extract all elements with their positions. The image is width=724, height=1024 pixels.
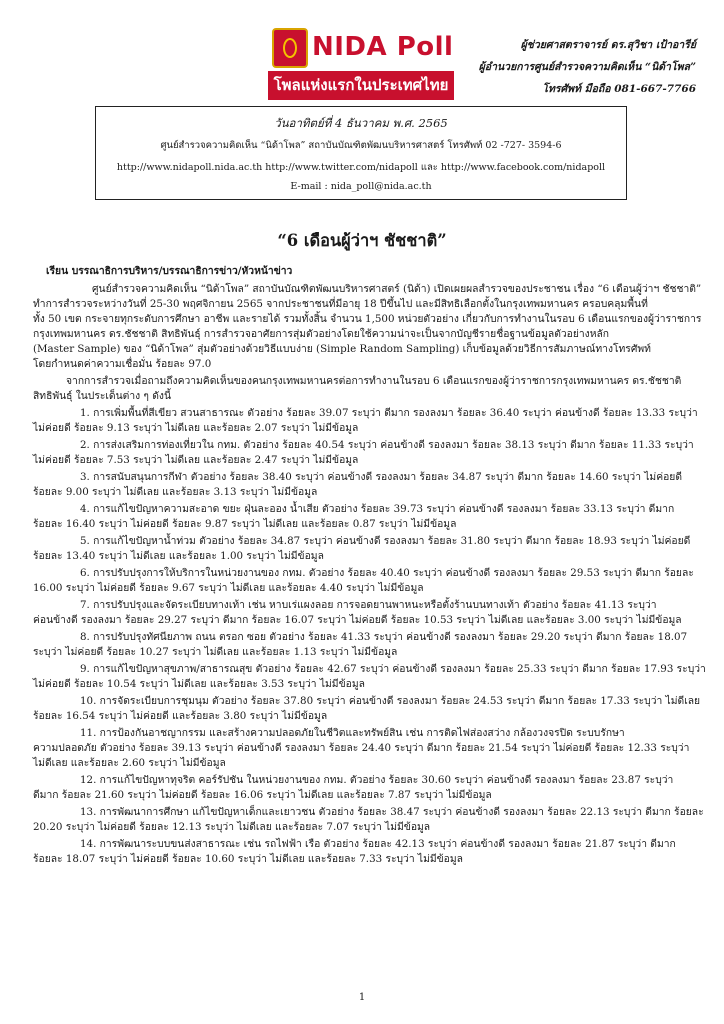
list-item: ไม่ดีเลย และร้อยละ 2.60 ระบุว่า ไม่มีข้อมูล	[33, 757, 226, 769]
list-item: 12. การแก้ไขปัญหาทุจริต คอร์รัปชัน ในหน่วยงานของ กทม. ตัวอย่าง ร้อยละ 30.60 ระบุว่า ค่อนข้างดี รองลงมา ร้อยละ 23.87 ระบุว่า	[80, 774, 674, 786]
list-item: 13. การพัฒนาการศึกษา แก้ไขปัญหาเด็กและเยาวชน ตัวอย่าง ร้อยละ 38.47 ระบุว่า ค่อนข้างดี รองลงมา ร้อยละ 22.13 ระบุว่า ดีมาก ร้อยละ	[80, 806, 704, 818]
list-item: ค่อนข้างดี รองลงมา ร้อยละ 29.27 ระบุว่า ดีมาก ร้อยละ 16.07 ระบุว่า ไม่ค่อยดี ร้อยละ 10.53 ระบุว่า ไม่ดีเลย และร้อยละ 3.00 ระบุว่า ไม่มีข้อมูล	[33, 614, 682, 626]
info-box	[95, 106, 627, 200]
list-item: ร้อยละ 18.07 ระบุว่า ไม่ค่อยดี ร้อยละ 10.60 ระบุว่า ไม่ดีเลย และร้อยละ 7.33 ระบุว่า ไม่มีข้อมูล	[33, 853, 463, 865]
list-item: ระบุว่า ไม่ค่อยดี ร้อยละ 10.27 ระบุว่า ไม่ดีเลย และร้อยละ 1.13 ระบุว่า ไม่มีข้อมูล	[33, 646, 398, 658]
list-item: ร้อยละ 13.40 ระบุว่า ไม่ดีเลย และร้อยละ 1.00 ระบุว่า ไม่มีข้อมูล	[33, 550, 324, 562]
salutation: เรียน บรรณาธิการบริหาร/บรรณาธิการข่าว/หัวหน้าข่าว	[46, 265, 293, 277]
lead-line: สิทธิพันธุ์ ในประเด็นต่าง ๆ ดังนี้	[33, 390, 171, 402]
list-item: 7. การปรับปรุงและจัดระเบียบทางเท้า เช่น หาบเร่แผงลอย การจอดยานพาหนะหรือตั้งร้านบนทางเท้า ตัวอย่าง ร้อยละ 41.13 ระบุว่า	[80, 599, 657, 611]
intro-line: กรุงเทพมหานคร ดร.ชัชชาติ สิทธิพันธุ์ การสำรวจอาศัยการสุ่มตัวอย่างโดยใช้ความน่าจะเป็นจากบัญชีรายชื่อฐานข้อมูลตัวอย่างหลัก	[33, 328, 610, 340]
list-item: ไม่ค่อยดี ร้อยละ 7.53 ระบุว่า ไม่ดีเลย และร้อยละ 2.47 ระบุว่า ไม่มีข้อมูล	[33, 454, 359, 466]
release-date: วันอาทิตย์ที่ 4 ธันวาคม พ.ศ. 2565	[274, 116, 448, 130]
intro-line: โดยกำหนดค่าความเชื่อมั่น ร้อยละ 97.0	[33, 358, 212, 370]
lead-line: จากการสำรวจเมื่อถามถึงความคิดเห็นของคนกรุงเทพมหานครต่อการทำงานในรอบ 6 เดือนแรกของผู้ว่าราชการกรุงเทพมหานคร ดร.ชัชชาติ	[66, 375, 682, 387]
director-phone: โทรศัพท์ มือถือ 081-667-7766	[542, 83, 696, 95]
list-item: ความปลอดภัย ตัวอย่าง ร้อยละ 39.13 ระบุว่า ค่อนข้างดี รองลงมา ร้อยละ 24.40 ระบุว่า ดีมาก ร้อยละ 21.54 ระบุว่า ไม่ค่อยดี ร้อยละ 12.33 ระบุว่า	[33, 742, 690, 754]
logo-wordmark: NIDA Poll	[312, 32, 454, 62]
list-item: 3. การสนับสนุนการกีฬา ตัวอย่าง ร้อยละ 38.40 ระบุว่า ค่อนข้างดี รองลงมา ร้อยละ 34.87 ระบุว่า ดีมาก ร้อยละ 14.60 ระบุว่า ไม่ค่อยดี	[80, 471, 683, 483]
logo-top-band	[268, 26, 454, 71]
intro-line: ศูนย์สำรวจความคิดเห็น “นิด้าโพล” สถาบันบัณฑิตพัฒนบริหารศาสตร์ (นิด้า) เปิดเผยผลสำรวจของประชาชน เรื่อง “6 เดือนผู้ว่าฯ ชัชชาติ”	[92, 283, 702, 295]
list-item: ไม่ค่อยดี ร้อยละ 10.54 ระบุว่า ไม่ดีเลย และร้อยละ 3.53 ระบุว่า ไม่มีข้อมูล	[33, 678, 365, 690]
website-links[interactable]: http://www.nidapoll.nida.ac.th http://www.twitter.com/nidapoll และ http://www.facebook.com/nidapoll	[116, 162, 606, 173]
list-item: 5. การแก้ไขปัญหาน้ำท่วม ตัวอย่าง ร้อยละ 34.87 ระบุว่า ค่อนข้างดี รองลงมา ร้อยละ 31.80 ระบุว่า ดีมาก ร้อยละ 18.93 ระบุว่า ไม่ค่อยดี	[80, 535, 691, 547]
email-address[interactable]: E-mail : nida_poll@nida.ac.th	[290, 181, 432, 192]
list-item: 4. การแก้ไขปัญหาความสะอาด ขยะ ฝุ่นละออง น้ำเสีย ตัวอย่าง ร้อยละ 39.73 ระบุว่า ค่อนข้างดี รองลงมา ร้อยละ 33.13 ระบุว่า ดีมาก	[80, 503, 675, 515]
list-item: 14. การพัฒนาระบบขนส่งสาธารณะ เช่น รถไฟฟ้า เรือ ตัวอย่าง ร้อยละ 42.13 ระบุว่า ค่อนข้างดี รองลงมา ร้อยละ 21.87 ระบุว่า ดีมาก	[80, 838, 676, 850]
document-title: “6 เดือนผู้ว่าฯ ชัชชาติ”	[277, 231, 447, 250]
nida-poll-logo	[268, 26, 454, 100]
intro-line: ทั้ง 50 เขต กระจายทุกระดับการศึกษา อาชีพ และรายได้ รวมทั้งสิ้น จำนวน 1,500 หน่วยตัวอย่าง เกี่ยวกับการทำงานในรอบ 6 เดือนแรกของผู้ว่าราชการ	[33, 313, 702, 325]
list-item: ดีมาก ร้อยละ 21.60 ระบุว่า ไม่ค่อยดี ร้อยละ 16.06 ระบุว่า ไม่ดีเลย และร้อยละ 7.87 ระบุว่า ไม่มีข้อมูล	[33, 789, 492, 801]
list-item: 1. การเพิ่มพื้นที่สีเขียว สวนสาธารณะ ตัวอย่าง ร้อยละ 39.07 ระบุว่า ดีมาก รองลงมา ร้อยละ 36.40 ระบุว่า ค่อนข้างดี ร้อยละ 13.33 ระบุว่า	[80, 407, 698, 419]
list-item: 9. การแก้ไขปัญหาสุขภาพ/สาธารณสุข ตัวอย่าง ร้อยละ 42.67 ระบุว่า ค่อนข้างดี รองลงมา ร้อยละ 25.33 ระบุว่า ดีมาก ร้อยละ 17.93 ระบุว่า	[80, 663, 706, 675]
list-item: 10. การจัดระเบียบการชุมนุม ตัวอย่าง ร้อยละ 37.80 ระบุว่า ค่อนข้างดี รองลงมา ร้อยละ 24.53 ระบุว่า ดีมาก ร้อยละ 17.33 ระบุว่า ไม่ดีเลย	[80, 695, 701, 707]
list-item: 8. การปรับปรุงทัศนียภาพ ถนน ตรอก ซอย ตัวอย่าง ร้อยละ 41.33 ระบุว่า ค่อนข้างดี รองลงมา ร้อยละ 29.20 ระบุว่า ดีมาก ร้อยละ 18.07	[80, 631, 688, 643]
intro-line: (Master Sample) ของ “นิด้าโพล” สุ่มตัวอย่างด้วยวิธีแบบง่าย (Simple Random Sampling) เก็บข้อมูลด้วยวิธีการสัมภาษณ์ทางโทรศัพท์	[33, 343, 651, 355]
center-contact: ศูนย์สำรวจความคิดเห็น “นิด้าโพล” สถาบันบัณฑิตพัฒนบริหารศาสตร์ โทรศัพท์ 02 -727- 3594-6	[160, 140, 562, 151]
director-title: ผู้อำนวยการศูนย์สำรวจความคิดเห็น “นิด้าโพล”	[478, 61, 696, 73]
nida-emblem-icon	[272, 28, 308, 68]
logo-slogan: โพลแห่งแรกในประเทศไทย	[268, 71, 454, 100]
list-item: 6. การปรับปรุงการให้บริการในหน่วยงานของ กทม. ตัวอย่าง ร้อยละ 40.40 ระบุว่า ค่อนข้างดี รองลงมา ร้อยละ 29.53 ระบุว่า ดีมาก ร้อยละ	[80, 567, 694, 579]
director-name: ผู้ช่วยศาสตราจารย์ ดร.สุวิชา เป้าอารีย์	[520, 39, 696, 51]
list-item: ร้อยละ 16.54 ระบุว่า ไม่ค่อยดี และร้อยละ 3.80 ระบุว่า ไม่มีข้อมูล	[33, 710, 328, 722]
list-item: 16.00 ระบุว่า ไม่ค่อยดี ร้อยละ 9.67 ระบุว่า ไม่ดีเลย และร้อยละ 4.40 ระบุว่า ไม่มีข้อมูล	[33, 582, 424, 594]
list-item: 11. การป้องกันอาชญากรรม และสร้างความปลอดภัยในชีวิตและทรัพย์สิน เช่น การติดไฟส่องสว่าง กล้องวงจรปิด ระบบรักษา	[80, 727, 625, 739]
list-item: ไม่ค่อยดี ร้อยละ 9.13 ระบุว่า ไม่ดีเลย และร้อยละ 2.07 ระบุว่า ไม่มีข้อมูล	[33, 422, 359, 434]
list-item: 20.20 ระบุว่า ไม่ค่อยดี ร้อยละ 12.13 ระบุว่า ไม่ดีเลย และร้อยละ 7.07 ระบุว่า ไม่มีข้อมูล	[33, 821, 431, 833]
page-number: 1	[358, 992, 366, 1003]
intro-line: ทำการสำรวจระหว่างวันที่ 25-30 พฤศจิกายน 2565 จากประชาชนที่มีอายุ 18 ปีขึ้นไป และมีสิทธิเลือกตั้งในกรุงเทพมหานคร ครอบคลุมพื้นที่	[33, 298, 648, 310]
list-item: 2. การส่งเสริมการท่องเที่ยวใน กทม. ตัวอย่าง ร้อยละ 40.54 ระบุว่า ค่อนข้างดี รองลงมา ร้อยละ 38.13 ระบุว่า ดีมาก ร้อยละ 11.33 ระบุว่า	[80, 439, 694, 451]
list-item: ร้อยละ 16.40 ระบุว่า ไม่ค่อยดี ร้อยละ 9.87 ระบุว่า ไม่ดีเลย และร้อยละ 0.87 ระบุว่า ไม่มีข้อมูล	[33, 518, 457, 530]
list-item: ร้อยละ 9.00 ระบุว่า ไม่ดีเลย และร้อยละ 3.13 ระบุว่า ไม่มีข้อมูล	[33, 486, 318, 498]
